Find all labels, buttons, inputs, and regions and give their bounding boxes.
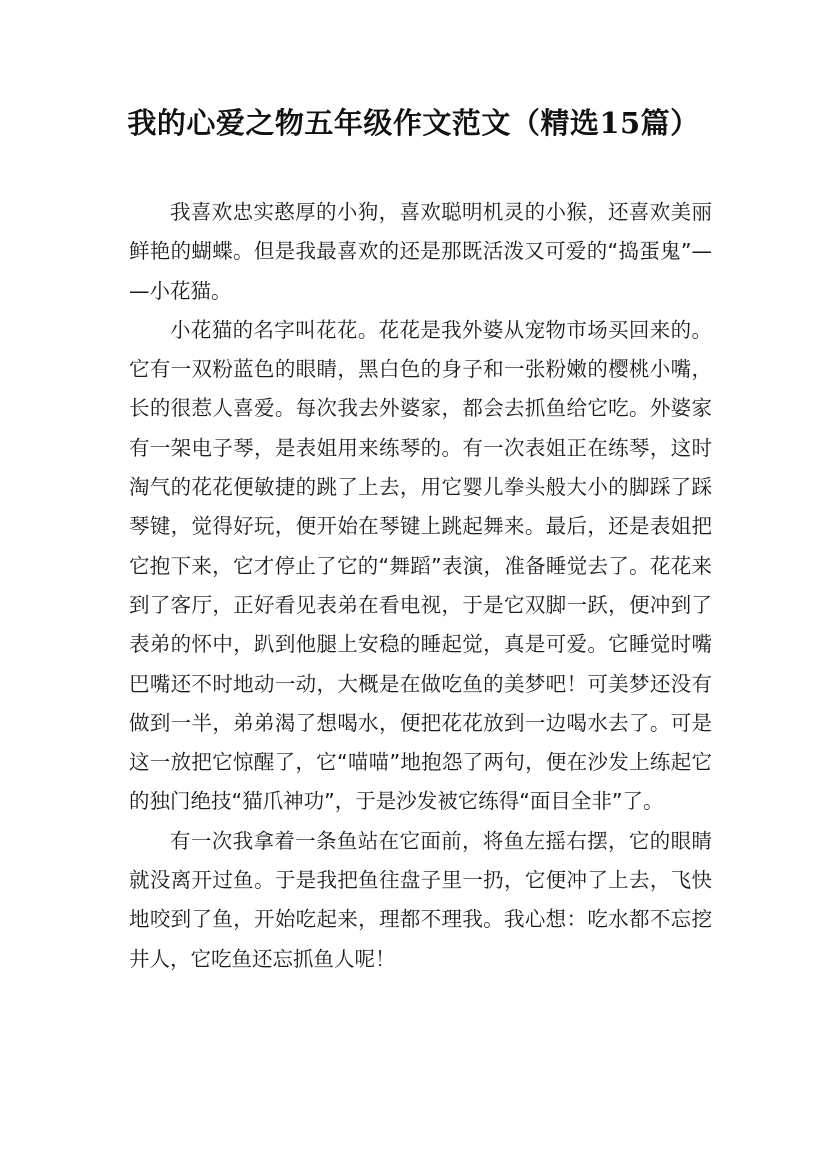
paragraph-1: 我喜欢忠实憨厚的小狗，喜欢聪明机灵的小猴，还喜欢美丽鲜艳的蝴蝶。但是我最喜欢的还是那既活泼又可爱的“捣蛋鬼”——小花猫。: [129, 200, 712, 303]
document-body: [129, 193, 712, 979]
paragraph-3: 有一次我拿着一条鱼站在它面前，将鱼左摇右摆，它的眼睛就没离开过鱼。于是我把鱼往盘子里一扔，它便冲了上去，飞快地咬到了鱼，开始吃起来，理都不理我。我心想：吃水都不忘挖井人，它吃鱼还忘抓鱼人呢！: [129, 828, 712, 971]
paragraph-2: 小花猫的名字叫花花。花花是我外婆从宠物市场买回来的。它有一双粉蓝色的眼睛，黑白色的身子和一张粉嫩的樱桃小嘴，长的很惹人喜爱。每次我去外婆家，都会去抓鱼给它吃。外婆家有一架电子琴，是表姐用来练琴的。有一次表姐正在练琴，这时淘气的花花便敏捷的跳了上去，用它婴儿拳头般大小的脚踩了踩琴键，觉得好玩，便开始在琴键上跳起舞来。最后，还是表姐把它抱下来，它才停止了它的“舞蹈”表演，准备睡觉去了。花花来到了客厅，正好看见表弟在看电视，于是它双脚一跃，便冲到了表弟的怀中，趴到他腿上安稳的睡起觉，真是可爱。它睡觉时嘴巴嘴还不时地动一动，大概是在做吃鱼的美梦吧！可美梦还没有做到一半，弟弟渴了想喝水，便把花花放到一边喝水去了。可是这一放把它惊醒了，它“喵喵”地抱怨了两句，便在沙发上练起它的独门绝技“猫爪神功”，于是沙发被它练得“面目全非”了。: [129, 317, 712, 814]
document-title: 我的心爱之物五年级作文范文（精选15篇）: [127, 106, 700, 140]
